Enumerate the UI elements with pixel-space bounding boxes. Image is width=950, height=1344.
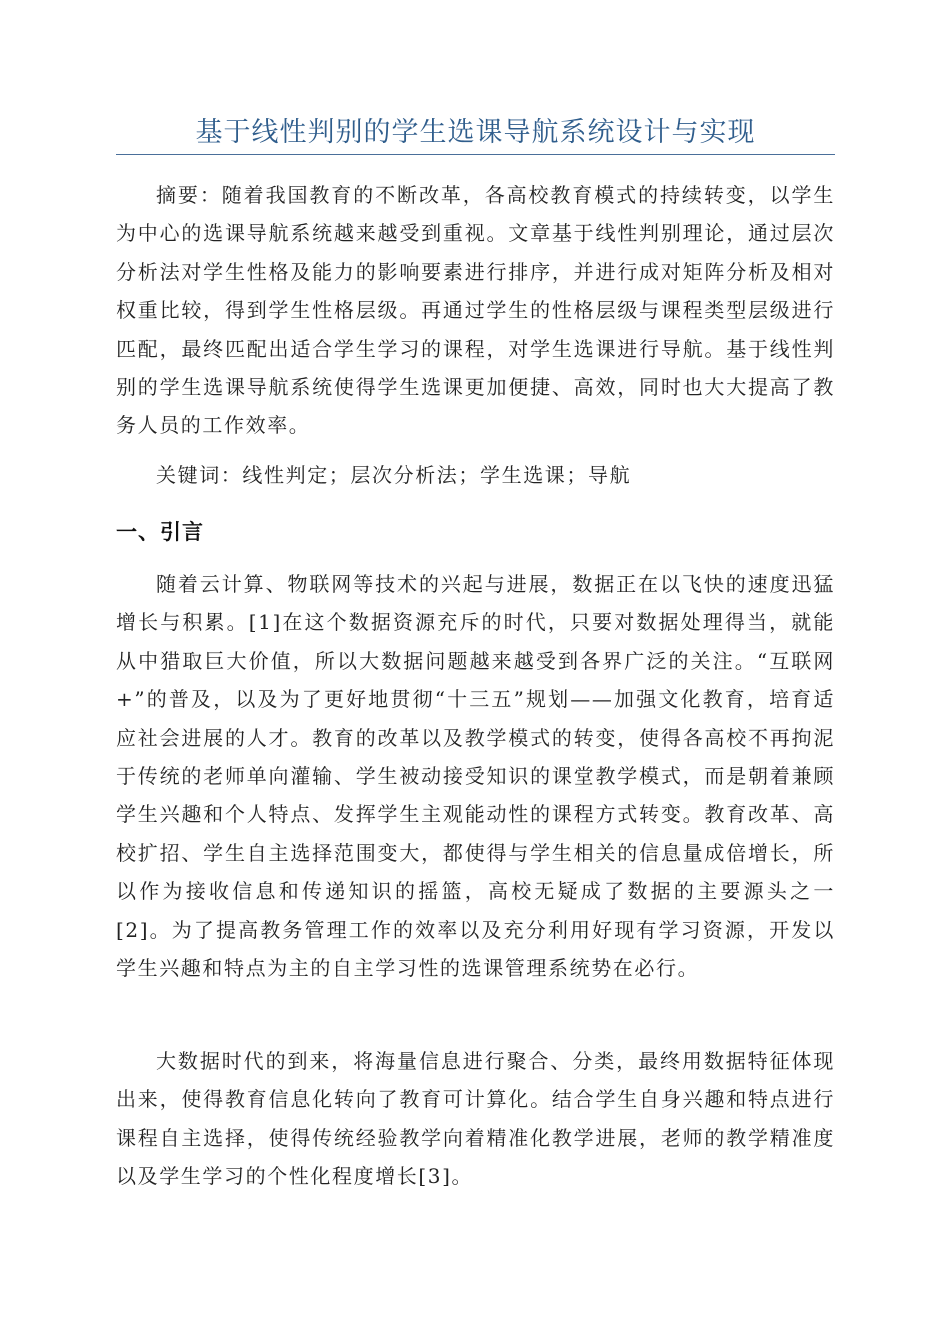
intro-paragraph: 大数据时代的到来，将海量信息进行聚合、分类，最终用数据特征体现出来，使得教育信息化转向了教育可计算化。结合学生自身兴趣和特点进行课程自主选择，使得传统经验教学向着精准化教学进展，老师的教学精准度以及学生学习的个性化程度增长[3]。: [116, 1049, 835, 1189]
intro-paragraph-2-block: [116, 1042, 835, 1196]
intro-paragraph: 随着云计算、物联网等技术的兴起与进展，数据正在以飞快的速度迅猛增长与积累。[1]在这个数据资源充斥的时代，只要对数据处理得当，就能从中猎取巨大价值，所以大数据问题越来越受到各界广泛的关注。“互联网+”的普及，以及为了更好地贯彻“十三五”规划——加强文化教育，培育适应社会进展的人才。教育的改革以及教学模式的转变，使得各高校不再拘泥于传统的老师单向灌输、学生被动接受知识的课堂教学模式，而是朝着兼顾学生兴趣和个人特点、发挥学生主观能动性的课程方式转变。教育改革、高校扩招、学生自主选择范围变大，都使得与学生相关的信息量成倍增长，所以作为接收信息和传递知识的摇篮，高校无疑成了数据的主要源头之一[2]。为了提高教务管理工作的效率以及充分利用好现有学习资源，开发以学生兴趣和特点为主的自主学习性的选课管理系统势在必行。: [116, 572, 835, 981]
paper-title: 基于线性判别的学生选课导航系统设计与实现: [195, 117, 756, 148]
intro-paragraph-1-block: [116, 565, 835, 987]
keywords-block: [116, 456, 835, 494]
section-heading-introduction: 一、引言: [116, 520, 204, 544]
abstract-paragraph: 摘要：随着我国教育的不断改革，各高校教育模式的持续转变，以学生为中心的选课导航系统越来越受到重视。文章基于线性判别理论，通过层次分析法对学生性格及能力的影响要素进行排序，并进行成对矩阵分析及相对权重比较，得到学生性格层级。再通过学生的性格层级与课程类型层级进行匹配，最终匹配出适合学生学习的课程，对学生选课进行导航。基于线性判别的学生选课导航系统使得学生选课更加便捷、高效，同时也大大提高了教务人员的工作效率。: [116, 183, 835, 438]
keywords-line: 关键词：线性判定；层次分析法；学生选课；导航: [156, 463, 632, 487]
abstract-block: [116, 176, 835, 445]
title-block: [116, 112, 835, 155]
